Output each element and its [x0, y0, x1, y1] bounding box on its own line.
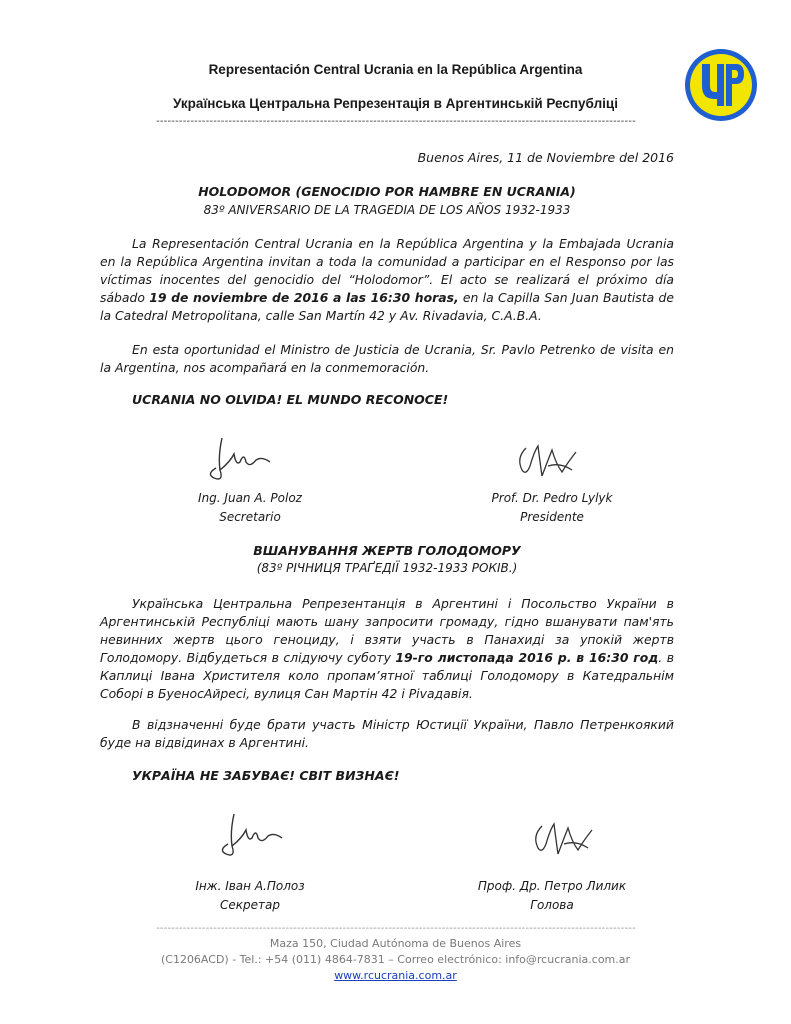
es-p1-date-bold: 19 de noviembre de 2016 a las 16:30 horas, [149, 290, 459, 305]
es-sig-left-role: Secretario [219, 510, 281, 524]
es-paragraph-invitation [100, 235, 674, 325]
header-divider: ------------------------------------------------------------------------------------------------------------------------------ [156, 116, 636, 127]
es-sig-right-role: Presidente [520, 510, 584, 524]
date-line: Buenos Aires, 11 de Noviembre del 2016 [417, 150, 674, 165]
es-p1-text-a: La Representación Central Ucrania en la República Argentina y la Embajada Ucrania en la República Argentina invitan a toda la comunidad a participar en el Responso por las víctimas inocentes del genocidio del “Holodomor”. El acto se realizará el próximo día sábado [100, 236, 674, 305]
es-subheading: 83º ANIVERSARIO DE LA TRAGEDIA DE LOS AÑOS 1932-1933 [203, 203, 571, 217]
uk-slogan: УКРАЇНА НЕ ЗАБУВАЄ! СВІТ ВИЗНАЄ! [132, 768, 400, 783]
uk-p1-text-c: . в Каплиці Івана Христителя коло пропам’ятної таблиці Голодомору в Катедральнім Соборі в БуеносАйресі, вулиця Сан Мартін 42 і Ріvадавія. [100, 650, 674, 701]
signature-poloz-uk [212, 808, 292, 864]
es-heading: HOLODOMOR (GENOCIDIO POR HAMBRE EN UCRANIA) [198, 184, 576, 199]
es-paragraph-minister: En esta oportunidad el Ministro de Justicia de Ucrania, Sr. Pavlo Petrenko de visita en la Argentina, nos acompañará en la conmemoración. [100, 342, 674, 375]
footer-address: Maza 150, Ciudad Autónoma de Buenos Aires [269, 937, 522, 950]
footer-divider: ------------------------------------------------------------------------------------------------------------------------------ [156, 923, 636, 934]
uk-heading: ВШАНУВАННЯ ЖЕРТВ ГОЛОДОМОРУ [253, 543, 521, 558]
es-sig-right-name: Prof. Dr. Pedro Lylyk [491, 491, 613, 505]
uk-sig-left-name: Інж. Іван А.Полоз [195, 879, 305, 893]
signature-poloz-es [200, 432, 280, 488]
uk-subheading: (83º РІЧНИЦЯ ТРАҐЕДІЇ 1932-1933 РОКІВ.) [256, 561, 518, 575]
uk-p1-date-bold: 19-го листопада 2016 р. в 16:30 год [395, 650, 659, 665]
header-title-spanish: Representación Central Ucrania en la República Argentina [208, 62, 583, 77]
es-sig-left-name: Ing. Juan A. Poloz [198, 491, 302, 505]
es-p1-text-c: en la Capilla San Juan Bautista de la Catedral Metropolitana, calle San Martín 42 y Av. Rivadavia, C.A.B.A. [100, 290, 674, 323]
footer-website-link[interactable]: www.rcucrania.com.ar [334, 969, 457, 982]
footer-website-row [0, 968, 791, 984]
uk-paragraph-minister: В відзначенні буде брати участь Міністр Юстиції України, Павло Петренкоякий буде на відвідинах в Аргентині. [100, 717, 674, 750]
signature-lylyk-es [512, 436, 582, 488]
footer-contact: (C1206ACD) - Tel.: +54 (011) 4864-7831 – Correo electrónico: info@rcucrania.com.ar [160, 953, 631, 966]
signature-lylyk-uk [528, 814, 598, 866]
uk-sig-right-role: Голова [530, 898, 574, 912]
uk-sig-left-role: Секретар [220, 898, 280, 912]
es-slogan: UCRANIA NO OLVIDA! EL MUNDO RECONOCE! [132, 392, 449, 407]
header-title-ukrainian: Українська Центральна Репрезентація в Аргентинській Республіці [173, 96, 618, 111]
uk-paragraph-invitation [100, 595, 674, 703]
uk-p1-text-a: Українська Центральна Репрезентанція в Аргентині і Посольство України в Аргентинській Республіці мають шану запросити громаду, гідно вшанувати пам'ять невинних жертв цього геноциду, і взяти участь в Панахиді за упокій жертв Голодомору. Відбудеться в слідуючу суботу [100, 596, 674, 665]
uk-sig-right-name: Проф. Др. Петро Лилик [477, 879, 627, 893]
